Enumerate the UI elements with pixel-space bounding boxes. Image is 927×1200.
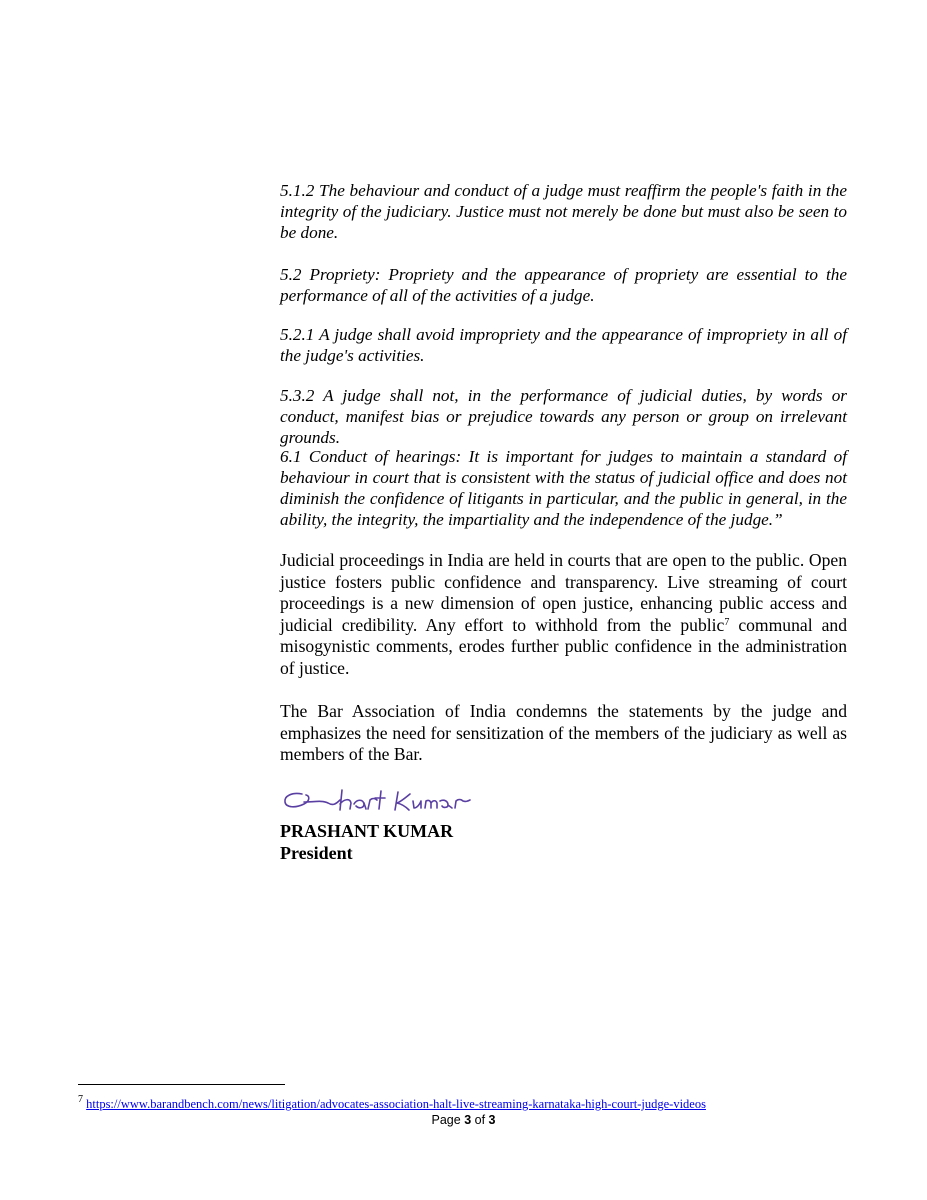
quote-5-1-2: 5.1.2 The behaviour and conduct of a judge must reaffirm the people's faith in the integrity of the judiciary. Justice must not merely be done but must also be seen to be done. (280, 181, 847, 242)
condemnation-text: The Bar Association of India condemns the statements by the judge and emphasizes the need for sensitization of the members of the judiciary as well as members of the Bar. (280, 701, 847, 764)
page-of-label: of (474, 1113, 486, 1127)
signature-block (280, 786, 500, 864)
signer-title: President (280, 843, 353, 863)
paragraph-text-part2: communal and misogynistic comments, erodes further public confidence in the administration of justice. (280, 614, 847, 678)
signer-name: PRASHANT KUMAR (280, 821, 454, 841)
quote-block-6-1 (280, 446, 847, 530)
page-current: 3 (464, 1113, 472, 1127)
paragraph-open-justice (280, 550, 847, 679)
paragraph-condemnation (280, 701, 847, 766)
quote-block-5-2-1 (280, 324, 847, 366)
quote-5-2-1: 5.2.1 A judge shall avoid impropriety and the appearance of impropriety in all of the judge's activities. (280, 325, 847, 365)
page-total: 3 (488, 1113, 496, 1127)
footnote (78, 1096, 706, 1112)
page-number (0, 1113, 927, 1127)
quoted-code-of-conduct (280, 180, 847, 243)
quote-5-3-2: 5.3.2 A judge shall not, in the performance of judicial duties, by words or conduct, manifest bias or prejudice towards any person or group on irrelevant grounds. (280, 386, 847, 447)
quote-block-5-3-2 (280, 385, 847, 448)
footnote-reference[interactable]: 7 (724, 616, 730, 628)
footnote-separator (78, 1084, 285, 1085)
paragraph-text-part1: Judicial proceedings in India are held in courts that are open to the public. Open justice fosters public confidence and transparency. Live streaming of court proceedings is a new dimension of open justice, enhancing public access and judicial credibility. Any effort to withhold from the public (280, 550, 847, 635)
quote-6-1: 6.1 Conduct of hearings: It is important for judges to maintain a standard of behaviour in court that is consistent with the status of judicial office and does not diminish the confidence of litigants in particular, and the public in general, in the ability, the integrity, the impartiality and the independence of the judge.” (280, 447, 847, 529)
page-label: Page (431, 1113, 461, 1127)
handwritten-signature (280, 786, 500, 820)
paragraph-text (280, 550, 847, 679)
footnote-link[interactable]: https://www.barandbench.com/news/litigation/advocates-association-halt-live-streaming-karnataka-high-court-judge-videos (86, 1097, 706, 1111)
footnote-number: 7 (78, 1094, 83, 1105)
quote-5-2: 5.2 Propriety: Propriety and the appearance of propriety are essential to the performance of all of the activities of a judge. (280, 265, 847, 305)
quote-block-5-2 (280, 264, 847, 306)
